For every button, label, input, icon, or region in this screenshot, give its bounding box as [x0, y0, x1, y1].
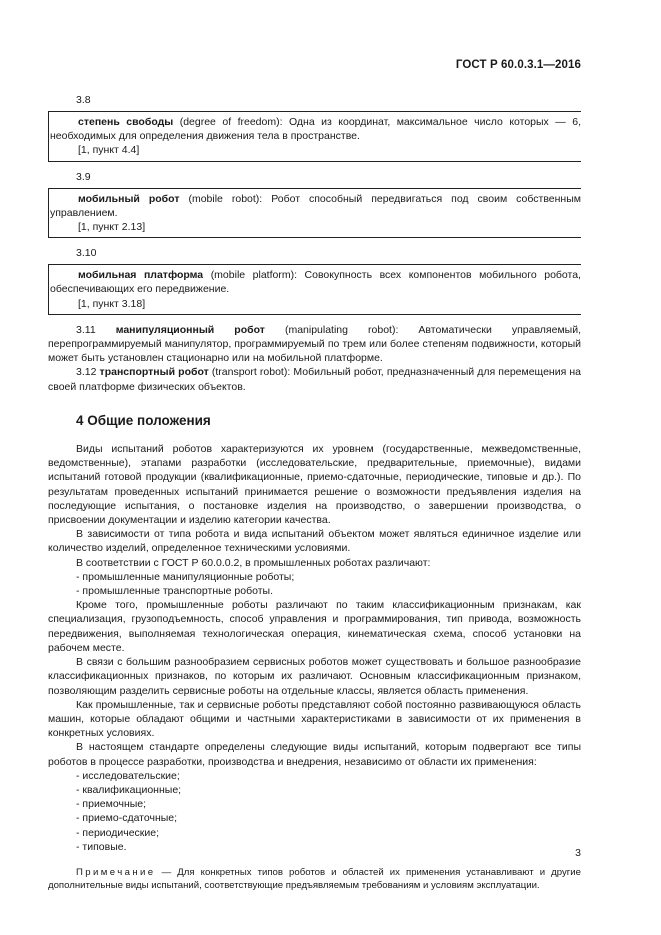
term-number: 3.9 [76, 170, 91, 183]
term-reference: [1, пункт 3.18] [78, 297, 146, 310]
term-reference: [1, пункт 2.13] [78, 221, 146, 234]
paragraph: В соответствии с ГОСТ Р 60.0.0.2, в промышленных роботах различают: [76, 556, 431, 569]
page-content [48, 93, 581, 893]
paragraph: Как промышленные, так и сервисные роботы представляют собой постоянно развивающуюся область машин, которые обладают общими и частными характеристиками в зависимости от их применения в конкретных условиях. [48, 698, 581, 740]
paragraph: Виды испытаний роботов характеризуются их уровнем (государственные, межведомственные, ведомственные), этапами разработки (исследовательские, предварительные, приемочные), видами испытаний готовой продукции (квалификационные, приемо-сдаточные, периодические, типовые и др.). По результатам проведенных испытаний принимается решение о возможности предъявления изделия на последующие испытания, о постановке изделия на производство, о завершении производства, о присвоении документации и изделию категории качества. [48, 443, 581, 527]
note-text: — Для конкретных типов роботов и областей их применения устанавливают и другие дополнительные виды испытаний, соответствующие предъявляемым требованиям и условиям эксплуатации. [48, 866, 581, 892]
paragraph: В связи с большим разнообразием сервисных роботов может существовать и большое разнообразие классификационных признаков, по которым их различают. Основным классификационным признаком, позволяющим разделить сервисные роботы на отдельные классы, является область применения. [48, 656, 581, 697]
term-name: мобильная платформа [78, 269, 204, 282]
list-item: - типовые. [76, 840, 127, 853]
term-name: степень свободы [78, 116, 174, 128]
term-definition [50, 192, 581, 220]
term-reference: [1, пункт 4.4] [78, 144, 140, 157]
term-def-text: (mobile platform): Совокупность всех компонентов мобильного робота, обеспечивающих его передвижение. [50, 269, 581, 296]
term-def-text: (transport robot): Мобильный робот, предназначенный для перемещения на своей платформе физических объектов. [48, 366, 582, 393]
note [48, 866, 581, 893]
robot-types-list [48, 570, 581, 598]
list-item: - исследовательские; [76, 769, 180, 782]
term-def-text: (mobile robot): Робот способный передвигаться под своим собственным управлением. [50, 192, 581, 219]
paragraph: В зависимости от типа робота и вида испытаний объектом может являться единичное изделие или количество изделий, определенное техническими условиями. [48, 528, 581, 555]
term-box-mobile-robot [48, 188, 581, 239]
list-item: - приемочные; [76, 798, 147, 811]
list-item: - периодические; [76, 826, 160, 839]
term-name: манипуляционный робот [115, 323, 265, 336]
term-definition [50, 268, 581, 296]
list-item: - промышленные транспортные роботы. [76, 585, 273, 598]
item-number: 3.12 [76, 366, 97, 379]
section-heading: 4 Общие положения [76, 412, 211, 428]
term-box-degree-of-freedom [48, 111, 581, 162]
page-number: 3 [575, 847, 581, 859]
term-number: 3.10 [76, 247, 97, 260]
list-item: - приемо-сдаточные; [76, 812, 178, 825]
term-definition [50, 115, 581, 143]
term-def-text: (manipulating robot): Автоматически управляемый, перепрограммируемый манипулятор, программируемый по трем или более степеням подвижности, который может быть установлен стационарно или на мобильной платформе. [48, 323, 582, 365]
paragraph: Кроме того, промышленные роботы различают по таким классификационным признакам, как специализация, грузоподъемность, способ управления и программирования, тип привода, возможность передвижения, выполняемая технологическая операция, кинематическая схема, способ установки на рабочем месте. [48, 599, 581, 654]
note-label: Примечание [76, 866, 156, 878]
document-code: ГОСТ Р 60.0.3.1—2016 [455, 59, 581, 71]
term-name: транспортный робот [99, 366, 209, 379]
term-def-text: (degree of freedom): Одна из координат, максимальное число которых — 6, необходимых для определения движения тела в пространстве. [50, 116, 581, 143]
term-number: 3.8 [76, 94, 91, 106]
paragraph: В настоящем стандарте определены следующие виды испытаний, которым подвергают все типы роботов в процессе разработки, производства и внедрения, независимо от области их применения: [48, 741, 581, 768]
test-types-list [48, 769, 581, 854]
item-number: 3.11 [76, 323, 96, 336]
term-name: мобильный робот [78, 192, 180, 205]
term-item-transport-robot [48, 365, 581, 393]
term-box-mobile-platform [48, 264, 581, 315]
list-item: - промышленные манипуляционные роботы; [76, 570, 295, 583]
term-item-manipulating-robot [48, 323, 581, 366]
list-item: - квалификационные; [76, 783, 182, 796]
